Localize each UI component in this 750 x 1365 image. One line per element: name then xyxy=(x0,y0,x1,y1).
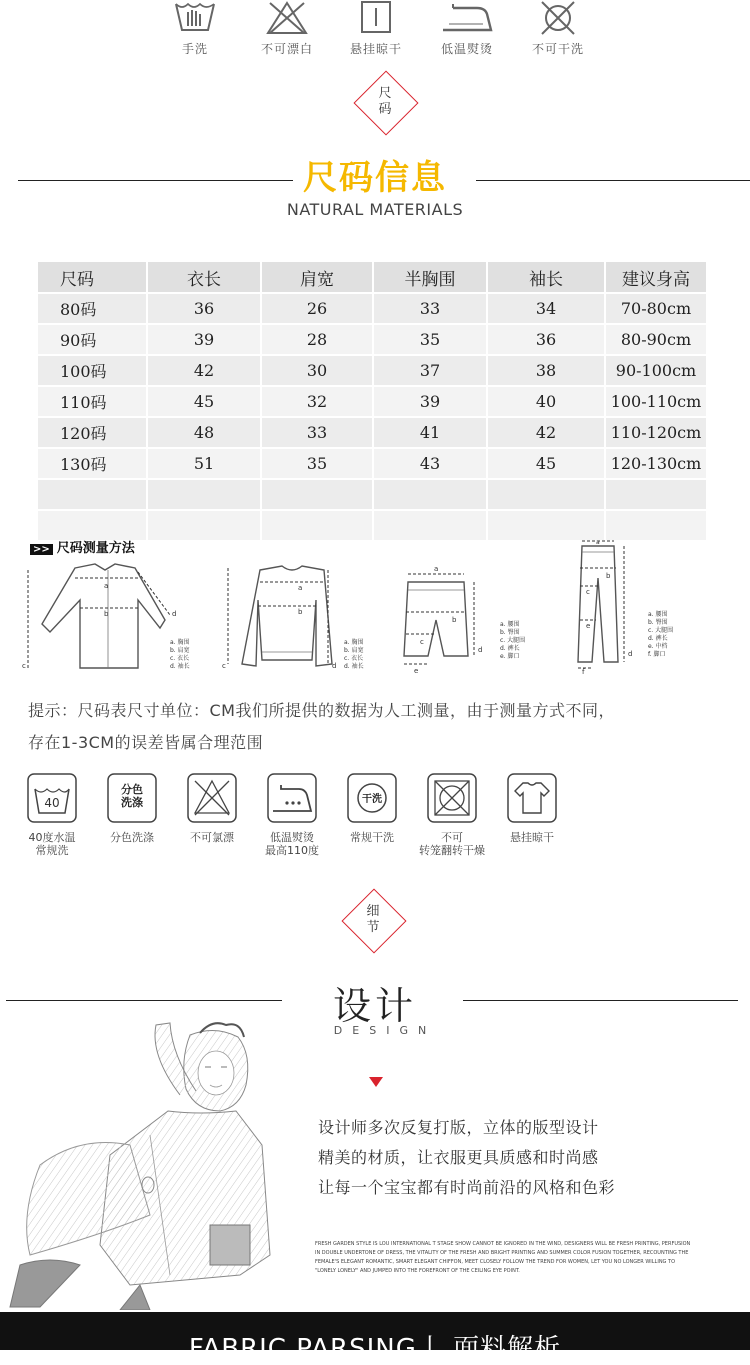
care-label: 不可漂白 xyxy=(260,42,313,56)
care2-label xyxy=(332,831,412,844)
care-label: 低温熨烫 xyxy=(440,42,493,56)
table-row xyxy=(38,386,707,417)
low-iron-icon xyxy=(439,0,495,36)
care-item-no-bleach xyxy=(242,0,332,57)
detail-marker-label: 细节 xyxy=(366,904,380,935)
sweater-legend-b: b. 肩宽 xyxy=(344,647,364,654)
hand-wash-icon xyxy=(172,0,218,36)
care-item-low-iron xyxy=(422,0,512,57)
design-line-1: 设计师多次反复打版，立体的版型设计 xyxy=(318,1118,599,1137)
care2-iron-110 xyxy=(252,773,332,857)
legend-letter: c xyxy=(222,662,226,670)
legend-letter: d xyxy=(332,662,337,670)
cell-length: 39 xyxy=(147,324,261,355)
cell-empty xyxy=(147,510,261,540)
cell-size: 100码 xyxy=(38,355,147,386)
size-note-line-1: 提示：尺码表尺寸单位：CM我们所提供的数据为人工测量，由于测量方式不同， xyxy=(28,701,615,720)
care2-label-line: 分色洗涤 xyxy=(110,831,154,844)
separate-wash-icon xyxy=(107,773,157,823)
legend-letter: d xyxy=(628,650,633,658)
care2-label-line: 不可氯漂 xyxy=(190,831,234,844)
cell-height: 80-90cm xyxy=(605,324,707,355)
care2-label xyxy=(172,831,252,844)
cell-empty xyxy=(38,479,147,510)
cell-height: 120-130cm xyxy=(605,448,707,479)
header-height: 建议身高 xyxy=(605,262,707,293)
trousers-legend-d: d. 裤长 xyxy=(648,635,668,642)
header-shoulder: 肩宽 xyxy=(261,262,373,293)
wash-40-text: 40 xyxy=(44,796,60,810)
care2-label-line: 常规干洗 xyxy=(350,831,394,844)
cell-empty xyxy=(605,510,707,540)
cell-size: 120码 xyxy=(38,417,147,448)
legend-letter: b xyxy=(104,610,109,618)
cell-empty xyxy=(487,510,605,540)
cell-shoulder: 30 xyxy=(261,355,373,386)
cell-empty xyxy=(147,479,261,510)
design-subtitle: DESIGN xyxy=(333,1024,437,1037)
cell-sleeve: 34 xyxy=(487,293,605,324)
care2-label xyxy=(92,831,172,844)
shirt-legend-a: a. 胸围 xyxy=(170,639,190,646)
cell-length: 51 xyxy=(147,448,261,479)
cell-shoulder: 33 xyxy=(261,417,373,448)
legend-letter: c xyxy=(22,662,26,670)
cell-shoulder: 26 xyxy=(261,293,373,324)
table-row xyxy=(38,355,707,386)
cell-half-chest: 35 xyxy=(373,324,487,355)
sweater-legend-d: d. 袖长 xyxy=(344,663,364,670)
care2-wash-40 xyxy=(12,773,92,857)
table-row-empty xyxy=(38,510,707,540)
iron-110-icon xyxy=(267,773,317,823)
care2-label-line: 悬挂晾干 xyxy=(510,831,554,844)
shirt-legend-c: c. 衣长 xyxy=(170,655,190,662)
cell-sleeve: 42 xyxy=(487,417,605,448)
cell-length: 45 xyxy=(147,386,261,417)
shorts-legend-e: e. 脚口 xyxy=(500,653,520,660)
header-length: 衣长 xyxy=(147,262,261,293)
care2-label-line: 40度水温 xyxy=(28,831,76,844)
sweater-diagram-icon xyxy=(220,560,390,675)
legend-letter: b xyxy=(298,608,303,616)
cell-length: 42 xyxy=(147,355,261,386)
care2-label-line: 低温熨烫 xyxy=(270,831,314,844)
care2-label-line: 常规洗 xyxy=(35,844,69,857)
cell-sleeve: 40 xyxy=(487,386,605,417)
legend-letter: d xyxy=(478,646,483,654)
dry-clean-icon xyxy=(347,773,397,823)
cell-half-chest: 37 xyxy=(373,355,487,386)
table-row xyxy=(38,324,707,355)
hang-dry-shirt-icon xyxy=(507,773,557,823)
care2-hang-dry xyxy=(492,773,572,844)
care-label: 悬挂晾干 xyxy=(349,42,402,56)
cell-sleeve: 45 xyxy=(487,448,605,479)
footer-title: FABRIC PARSING丨 面料解析 xyxy=(188,1334,562,1364)
cell-height: 90-100cm xyxy=(605,355,707,386)
cell-shoulder: 35 xyxy=(261,448,373,479)
trousers-legend-e: e. 中档 xyxy=(648,643,668,650)
cell-empty xyxy=(38,510,147,540)
legend-letter: e xyxy=(586,622,591,630)
cell-size: 110码 xyxy=(38,386,147,417)
legend-letter: b xyxy=(452,616,457,624)
header-size: 尺码 xyxy=(38,262,147,293)
care2-label-line: 转笼翻转干燥 xyxy=(419,844,485,857)
size-table-header xyxy=(38,262,707,293)
care2-separate-wash xyxy=(92,773,172,844)
size-table xyxy=(38,262,708,540)
shorts-legend-b: b. 臀围 xyxy=(500,629,520,636)
legend-letter: e xyxy=(414,667,419,675)
cell-half-chest: 41 xyxy=(373,417,487,448)
cell-empty xyxy=(373,479,487,510)
legend-letter: a xyxy=(104,582,109,590)
size-marker-label: 尺码 xyxy=(378,86,392,117)
care-item-hang-dry xyxy=(331,0,421,57)
care2-dry-clean xyxy=(332,773,412,844)
hang-dry-icon xyxy=(353,0,399,36)
care2-label xyxy=(492,831,572,844)
dry-clean-text: 干洗 xyxy=(362,794,382,805)
cell-shoulder: 32 xyxy=(261,386,373,417)
cell-half-chest: 43 xyxy=(373,448,487,479)
measure-title xyxy=(30,537,135,556)
care2-label xyxy=(412,831,492,857)
size-subtitle: NATURAL MATERIALS xyxy=(286,200,464,219)
shorts-diagram-icon xyxy=(398,560,558,675)
care2-label xyxy=(252,831,332,857)
legend-letter: f xyxy=(582,668,585,675)
table-row xyxy=(38,293,707,324)
cell-empty xyxy=(261,479,373,510)
size-title: 尺码信息 xyxy=(303,158,447,198)
cell-half-chest: 39 xyxy=(373,386,487,417)
cell-length: 48 xyxy=(147,417,261,448)
cell-shoulder: 28 xyxy=(261,324,373,355)
care-label: 不可干洗 xyxy=(531,42,584,56)
trousers-legend-a: a. 腰围 xyxy=(648,611,668,618)
cell-height: 100-110cm xyxy=(605,386,707,417)
size-marker-text xyxy=(354,86,416,118)
legend-letter: c xyxy=(420,638,424,646)
cell-height: 70-80cm xyxy=(605,293,707,324)
cell-empty xyxy=(373,510,487,540)
no-chlorine-bleach-icon xyxy=(187,773,237,823)
cell-length: 36 xyxy=(147,293,261,324)
trousers-legend-f: f. 脚口 xyxy=(648,651,666,658)
separate-wash-text: 分色洗涤 xyxy=(121,783,143,809)
cell-empty xyxy=(487,479,605,510)
legend-letter: d xyxy=(172,610,177,618)
wash-40-icon xyxy=(27,773,77,823)
legend-letter: c xyxy=(586,588,590,596)
cell-empty xyxy=(261,510,373,540)
measure-title-text: 尺码测量方法 xyxy=(56,541,135,556)
top-care-icons xyxy=(0,0,750,70)
header-sleeve: 袖长 xyxy=(487,262,605,293)
design-english-text: FRESH GARDEN STYLE IS LOU INTERNATIONAL T STAGE SHOW CANNOT BE IGNORED IN THE WIND, DESIGNERS WILL BE FRESH PRINTING, PERFUSION IN DOUBLE UNDERTONE OF DRESS, THE VITALITY OF THE FRESH AND BRIGHT PRINTING AND SUMMER COLOR FUSION TOGETHER, RECOUNTING THE FEMALE'S ELEGANT ROMANTIC, SMART ELEGANT CHIFFON, MEET CLOSELY FOLLOW THE TREND FOR WOMEN, LET YOU NO LONGER WILLING TO "LONELY LONELY" AND JUMPED INTO THE FOREFRONT OF THE CEILING EYE POINT. xyxy=(315,1241,691,1274)
care-item-hand-wash xyxy=(150,0,240,57)
design-line-3: 让每一个宝宝都有时尚前沿的风格和色彩 xyxy=(318,1178,616,1197)
sweater-legend-c: c. 衣长 xyxy=(344,655,364,662)
cell-sleeve: 36 xyxy=(487,324,605,355)
no-tumble-dry-icon xyxy=(427,773,477,823)
shorts-legend-d: d. 裤长 xyxy=(500,645,520,652)
shorts-legend-a: a. 腰围 xyxy=(500,621,520,628)
shirt-legend-b: b. 肩宽 xyxy=(170,647,190,654)
cell-size: 90码 xyxy=(38,324,147,355)
shorts-legend-c: c. 大腿围 xyxy=(500,637,526,644)
detail-marker-text xyxy=(342,904,404,936)
care2-label-line: 最高110度 xyxy=(265,844,319,857)
design-line-2: 精美的材质，让衣服更具质感和时尚感 xyxy=(318,1148,599,1167)
legend-letter: a xyxy=(596,539,600,546)
care-item-no-dry-clean xyxy=(513,0,603,57)
trousers-diagram-icon xyxy=(568,538,738,675)
sweater-legend-a: a. 胸围 xyxy=(344,639,364,646)
care2-label-line: 不可 xyxy=(441,831,463,844)
legend-letter: b xyxy=(606,572,611,580)
care2-label xyxy=(12,831,92,857)
header-half-chest: 半胸围 xyxy=(373,262,487,293)
measure-arrow-icon: >> xyxy=(30,544,53,555)
legend-letter: a xyxy=(298,584,303,592)
girl-sketch-illustration xyxy=(0,1015,300,1310)
table-row xyxy=(38,417,707,448)
cell-half-chest: 33 xyxy=(373,293,487,324)
shirt-legend-d: d. 袖长 xyxy=(170,663,190,670)
cell-empty xyxy=(605,479,707,510)
table-row-empty xyxy=(38,479,707,510)
no-dry-clean-icon xyxy=(535,0,581,36)
cell-height: 110-120cm xyxy=(605,417,707,448)
care-label: 手洗 xyxy=(181,42,208,56)
care2-no-tumble xyxy=(412,773,492,857)
no-bleach-icon xyxy=(264,0,310,36)
table-row xyxy=(38,448,707,479)
cell-size: 130码 xyxy=(38,448,147,479)
trousers-legend-b: b. 臀围 xyxy=(648,619,668,626)
size-note-line-2: 存在1-3CM的误差皆属合理范围 xyxy=(28,733,264,752)
design-title: 设计 xyxy=(332,984,417,1028)
shirt-diagram-icon xyxy=(20,560,210,675)
cell-size: 80码 xyxy=(38,293,147,324)
cell-sleeve: 38 xyxy=(487,355,605,386)
care2-no-chlorine xyxy=(172,773,252,844)
trousers-legend-c: c. 大腿围 xyxy=(648,627,674,634)
down-triangle-icon xyxy=(368,1076,384,1088)
legend-letter: a xyxy=(434,565,439,573)
